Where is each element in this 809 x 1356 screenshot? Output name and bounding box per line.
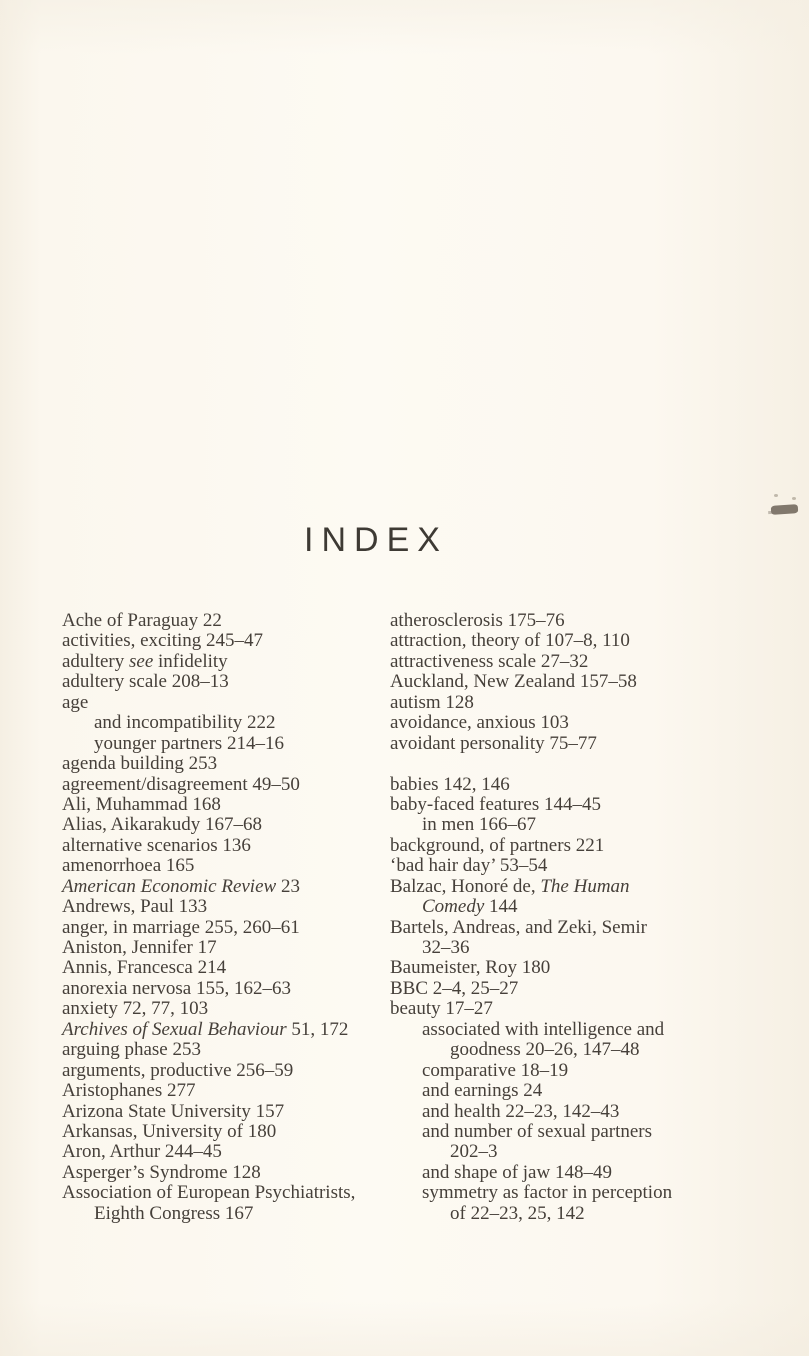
index-entry: adultery scale 208–13 xyxy=(62,671,229,693)
index-entry: attractiveness scale 27–32 xyxy=(390,650,589,672)
index-entry: anorexia nervosa 155, 162–63 xyxy=(62,977,291,999)
index-entry: arguing phase 253 xyxy=(62,1039,201,1061)
index-entry: avoidance, anxious 103 xyxy=(390,712,569,734)
index-entry: babies 142, 146 xyxy=(390,773,510,795)
index-entry: associated with intelligence and xyxy=(422,1018,665,1040)
index-entry: Aristophanes 277 xyxy=(62,1080,196,1102)
index-column-right xyxy=(390,611,748,1224)
index-entry: Comedy 144 xyxy=(422,896,518,918)
index-entry: 202–3 xyxy=(450,1141,498,1163)
index-entry: agenda building 253 xyxy=(62,753,218,775)
index-entry: adultery see infidelity xyxy=(62,650,228,672)
index-entry: and earnings 24 xyxy=(422,1080,543,1102)
index-entry: and shape of jaw 148–49 xyxy=(422,1161,612,1183)
index-entry: attraction, theory of 107–8, 110 xyxy=(390,630,630,652)
index-entry: Archives of Sexual Behaviour 51, 172 xyxy=(62,1018,349,1040)
index-entry: arguments, productive 256–59 xyxy=(62,1059,294,1081)
index-entry: goodness 20–26, 147–48 xyxy=(450,1039,640,1061)
ink-speck xyxy=(792,497,796,500)
index-entry: Aniston, Jennifer 17 xyxy=(62,937,217,958)
index-entry: Auckland, New Zealand 157–58 xyxy=(390,671,637,693)
index-entry: avoidant personality 75–77 xyxy=(390,732,597,754)
index-entry: activities, exciting 245–47 xyxy=(62,630,264,652)
index-entry: Asperger’s Syndrome 128 xyxy=(62,1161,261,1183)
index-entry: Andrews, Paul 133 xyxy=(62,896,208,918)
index-entry: age xyxy=(62,691,89,713)
index-entry: autism 128 xyxy=(390,691,474,713)
index-entry: Aron, Arthur 244–45 xyxy=(62,1141,222,1163)
index-entry: ‘bad hair day’ 53–54 xyxy=(390,855,548,877)
index-entry: Balzac, Honoré de, The Human xyxy=(390,875,630,897)
index-entry: Ali, Muhammad 168 xyxy=(62,793,221,815)
ink-smudge-mark xyxy=(771,504,799,515)
index-column-left xyxy=(62,611,394,1224)
index-entry: atherosclerosis 175–76 xyxy=(390,610,565,631)
index-entry: amenorrhoea 165 xyxy=(62,855,195,877)
index-entry: BBC 2–4, 25–27 xyxy=(390,977,519,999)
index-entry: anxiety 72, 77, 103 xyxy=(62,998,209,1020)
index-entry: comparative 18–19 xyxy=(422,1059,569,1081)
index-entry: baby-faced features 144–45 xyxy=(390,793,602,815)
index-entry: beauty 17–27 xyxy=(390,998,493,1020)
index-entry: background, of partners 221 xyxy=(390,834,605,856)
index-entry: Arkansas, University of 180 xyxy=(62,1120,277,1142)
index-entry: alternative scenarios 136 xyxy=(62,834,251,856)
blank-line xyxy=(390,754,748,774)
index-entry: and incompatibility 222 xyxy=(94,712,276,734)
index-entry: Annis, Francesca 214 xyxy=(62,957,227,979)
index-entry: in men 166–67 xyxy=(422,814,536,836)
index-entry: and health 22–23, 142–43 xyxy=(422,1100,620,1122)
index-entry: American Economic Review 23 xyxy=(62,875,300,897)
index-entry: anger, in marriage 255, 260–61 xyxy=(62,916,300,938)
index-entry: Ache of Paraguay 22 xyxy=(62,610,222,631)
index-entry: Bartels, Andreas, and Zeki, Semir xyxy=(390,916,647,938)
page-title: INDEX xyxy=(304,521,448,559)
index-entry: younger partners 214–16 xyxy=(94,732,284,754)
index-entry: agreement/disagreement 49–50 xyxy=(62,773,300,795)
index-entry: 32–36 xyxy=(422,937,470,958)
index-entry: Alias, Aikarakudy 167–68 xyxy=(62,814,263,836)
index-entry: Eighth Congress 167 xyxy=(94,1202,254,1224)
index-entry: Baumeister, Roy 180 xyxy=(390,957,551,979)
index-entry: and number of sexual partners xyxy=(422,1120,653,1142)
index-entry: Arizona State University 157 xyxy=(62,1100,285,1122)
index-entry: Association of European Psychiatrists, xyxy=(62,1182,356,1204)
ink-speck xyxy=(774,494,778,497)
index-entry: symmetry as factor in perception xyxy=(422,1182,673,1204)
index-entry: of 22–23, 25, 142 xyxy=(450,1202,585,1224)
